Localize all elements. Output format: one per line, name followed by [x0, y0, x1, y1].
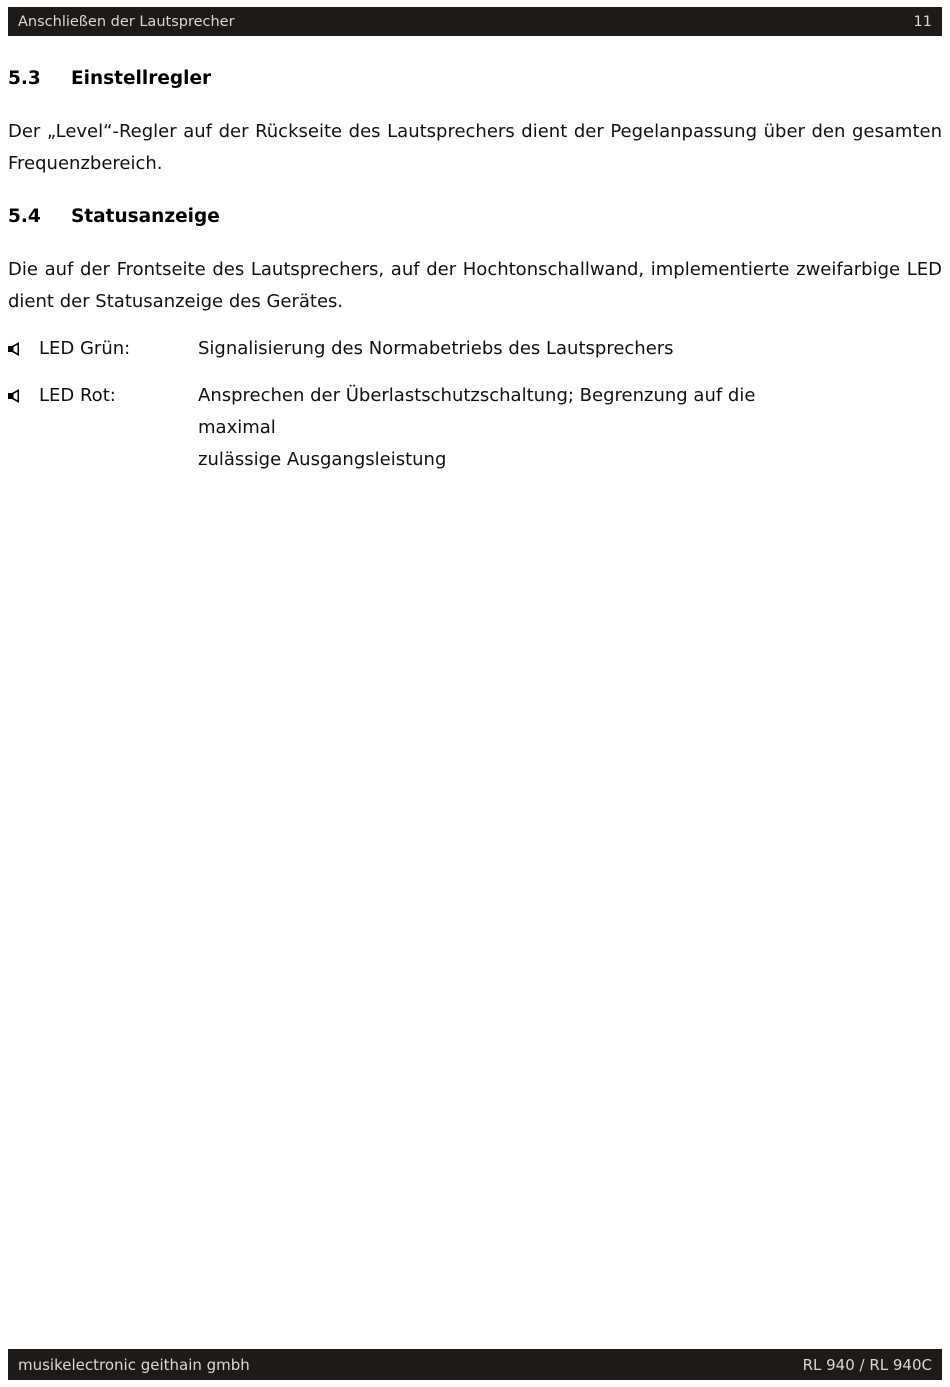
section-heading-statusanzeige: [8, 206, 220, 227]
paragraph-einstellregler: Der „Level“-Regler auf der Rückseite des Lautsprechers dient der Pegelanpassung über den gesamten Frequenzbereich.: [8, 121, 942, 174]
led-list-item: [8, 333, 942, 365]
footer-model: RL 940 / RL 940C: [802, 1355, 932, 1374]
page-footer: [8, 1349, 942, 1380]
section-title: Einstellregler: [71, 68, 212, 89]
section-number: 5.4: [8, 206, 41, 227]
footer-company: musikelectronic geithain gmbh: [18, 1355, 250, 1374]
led-list-item: [8, 380, 942, 470]
led-description-line: Ansprechen der Überlastschutzschaltung; Begrenzung auf die maximal: [198, 385, 756, 438]
led-label: LED Rot:: [39, 385, 116, 406]
header-title: Anschließen der Lautsprecher: [18, 13, 235, 30]
led-description-line: zulässige Ausgangsleistung: [198, 449, 447, 470]
section-number: 5.3: [8, 68, 41, 89]
paragraph-statusanzeige: Die auf der Frontseite des Lautsprechers, auf der Hochtonschallwand, implementierte zweifarbige LED dient der Statusanzeige des Gerätes.: [8, 259, 942, 312]
led-description: Signalisierung des Normabetriebs des Lautsprechers: [198, 338, 674, 359]
page-header: [8, 7, 942, 36]
section-heading-einstellregler: [8, 68, 211, 89]
section-title: Statusanzeige: [71, 206, 220, 227]
led-description: [198, 380, 838, 476]
speaker-icon: [8, 342, 20, 356]
led-label: LED Grün:: [39, 338, 131, 359]
page-number: 11: [913, 13, 932, 30]
speaker-icon: [8, 389, 20, 403]
